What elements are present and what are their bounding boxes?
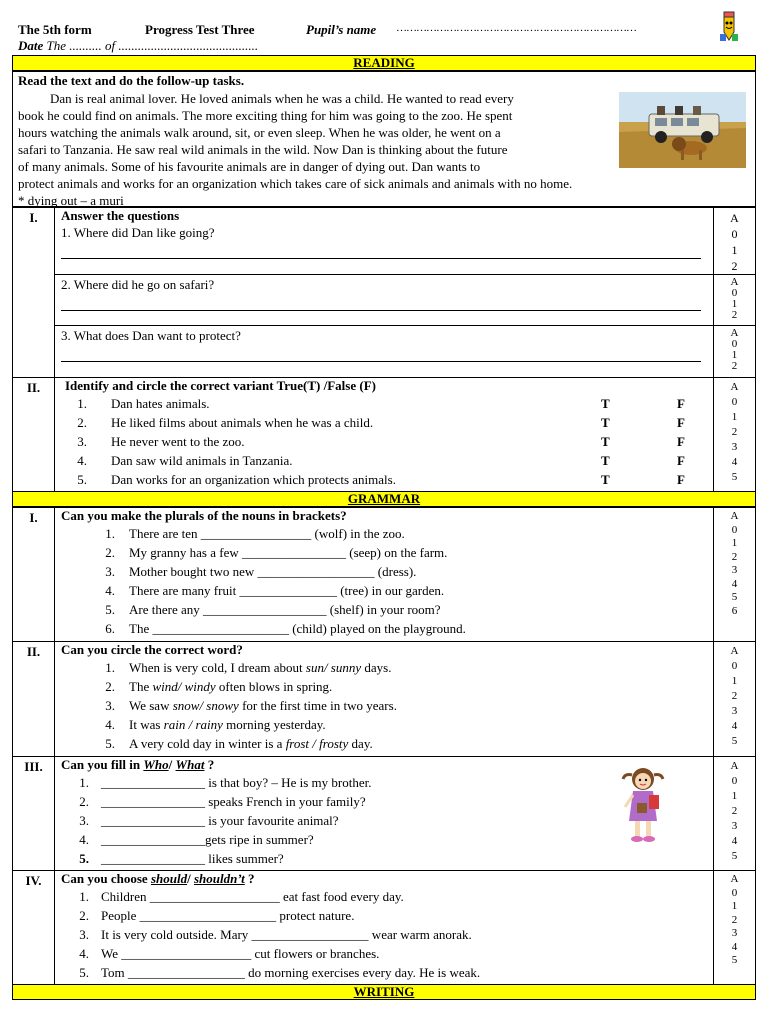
date-label: Date [18,38,44,53]
list-item: 1. Dan hates animals. T F [77,396,685,411]
list-item: 1. Children ____________________ eat fast food every day. [79,889,404,904]
list-item: 2. My granny has a few ________________ (seep) on the farm. [105,545,448,560]
list-item: 2. The wind/ windy often blows in spring. [105,679,333,694]
task-number: I. [13,508,55,642]
score-box: A 0 1 2 [714,326,756,378]
list-item: 2. People _____________________ protect nature. [79,908,355,923]
question-3: 3. What does Dan want to protect? [61,328,241,343]
list-item: 5. A very cold day in winter is a frost / frosty day. [105,736,373,751]
task-title: Can you choose should/ shouldn’t ? [61,871,255,886]
list-item: 1. When is very cold, I dream about sun/ sunny days. [105,660,392,675]
list-item: 4. We ____________________ cut flowers or branches. [79,946,380,961]
answer-line-2[interactable] [61,296,701,311]
word-choice[interactable]: sun/ sunny [305,660,362,675]
pupil-name-label: Pupil’s name [306,22,377,37]
false-option[interactable]: F [677,396,685,411]
word-choice[interactable]: snow/ snowy [172,698,239,713]
task-number: I. [13,208,55,378]
true-option[interactable]: T [601,472,610,487]
task-title: Can you fill in Who/ What ? [61,757,215,772]
list-item: 3. It is very cold outside. Mary __________________ wear warm anorak. [79,927,472,942]
task-title: Answer the questions [61,208,180,223]
writing-band: WRITING [12,984,756,1000]
question-1: 1. Where did Dan like going? [61,225,215,240]
false-option[interactable]: F [677,415,685,430]
reading-tasks-table [12,207,756,492]
word-choice[interactable]: frost / frosty [285,736,349,751]
task-title: Can you circle the correct word? [61,642,243,657]
list-item: 5. Tom __________________ do morning exercises every day. He is weak. [79,965,481,980]
word-choice[interactable]: wind/ windy [152,679,216,694]
task-number: II. [13,378,55,492]
list-item: 2. He liked films about animals when he was a child. T F [77,415,685,430]
list-item: 5. Dan works for an organization which protects animals. T F [77,472,685,487]
list-item: 2. ________________ speaks French in your family? [79,794,366,809]
false-option[interactable]: F [677,472,685,487]
score-box: A 0 1 2 [714,275,756,326]
list-item: 3. Mother bought two new __________________ (dress). [105,564,417,579]
true-false-list [55,394,713,489]
task-number: III. [13,757,55,871]
task-title: Identify and circle the correct variant True(T) /False (F) [65,378,376,393]
false-option[interactable]: F [677,434,685,449]
list-item: 3. He never went to the zoo. T F [77,434,685,449]
list-item: 3. ________________ is your favourite animal? [79,813,339,828]
reading-instruction: Read the text and do the follow-up tasks. [18,73,245,88]
pencil-mascot-icon [716,10,742,46]
girl-illustration [617,763,669,847]
true-option[interactable]: T [601,396,610,411]
grammar-band: GRAMMAR [12,491,756,507]
task-number: IV. [13,871,55,985]
question-2: 2. Where did he go on safari? [61,277,215,292]
list-item: 5. ________________ likes summer? [79,851,284,866]
score-box: A 0 1 2 [714,208,756,275]
safari-photo [619,92,746,168]
reading-passage: Dan is real animal lover. He loved animals when he was a child. He wanted to read every book he could find on animals. The more exciting thing for him was going to the zoo. He spent hours watching the animals walk around, sit, or even sleep. When he was older, he went on a safari to Tanzania. He saw real wild animals in the wild. Now Dan is thinking about the future of many animals. Some of his favourite animals are in danger of dying out. Dan wants to protect animals and works for an organization which takes care of sick animals and animals with no home. * dying out – a muri [18,90,618,209]
score-box: A 0 1 2 3 4 5 [714,378,756,492]
list-item: 1. ________________ is that boy? – He is my brother. [79,775,372,790]
score-box: A 0 1 2 3 4 5 [714,871,756,985]
grammar-tasks-table [12,507,756,985]
list-item: 4. There are many fruit _______________ (tree) in our garden. [105,583,445,598]
score-box: A 0 1 2 3 4 5 [714,757,756,871]
list-item: 4. Dan saw wild animals in Tanzania. T F [77,453,685,468]
false-option[interactable]: F [677,453,685,468]
list-item: 6. The _____________________ (child) played on the playground. [105,621,466,636]
word-choice[interactable]: rain / rainy [163,717,223,732]
score-box: A 0 1 2 3 4 5 6 [714,508,756,642]
task-number: II. [13,642,55,757]
list-item: 4. ________________gets ripe in summer? [79,832,314,847]
date-field[interactable]: The .......... of ........................................... [46,38,259,53]
form-label: The 5th form [18,22,92,37]
task-title: Can you make the plurals of the nouns in brackets? [61,508,347,523]
score-box: A 0 1 2 3 4 5 [714,642,756,757]
list-item: 5. Are there any ___________________ (shelf) in your room? [105,602,441,617]
test-title: Progress Test Three [145,22,255,37]
pupil-name-field[interactable]: ……………………………………………………………… [396,22,636,34]
answer-line-1[interactable] [61,244,701,259]
list-item: 1. There are ten _________________ (wolf) in the zoo. [105,526,405,541]
glossary: * dying out – a muri [18,193,124,208]
true-option[interactable]: T [601,415,610,430]
list-item: 4. It was rain / rainy morning yesterday. [105,717,326,732]
true-option[interactable]: T [601,453,610,468]
true-option[interactable]: T [601,434,610,449]
answer-line-3[interactable] [61,347,701,362]
list-item: 3. We saw snow/ snowy for the first time in two years. [105,698,397,713]
reading-band: READING [12,55,756,71]
